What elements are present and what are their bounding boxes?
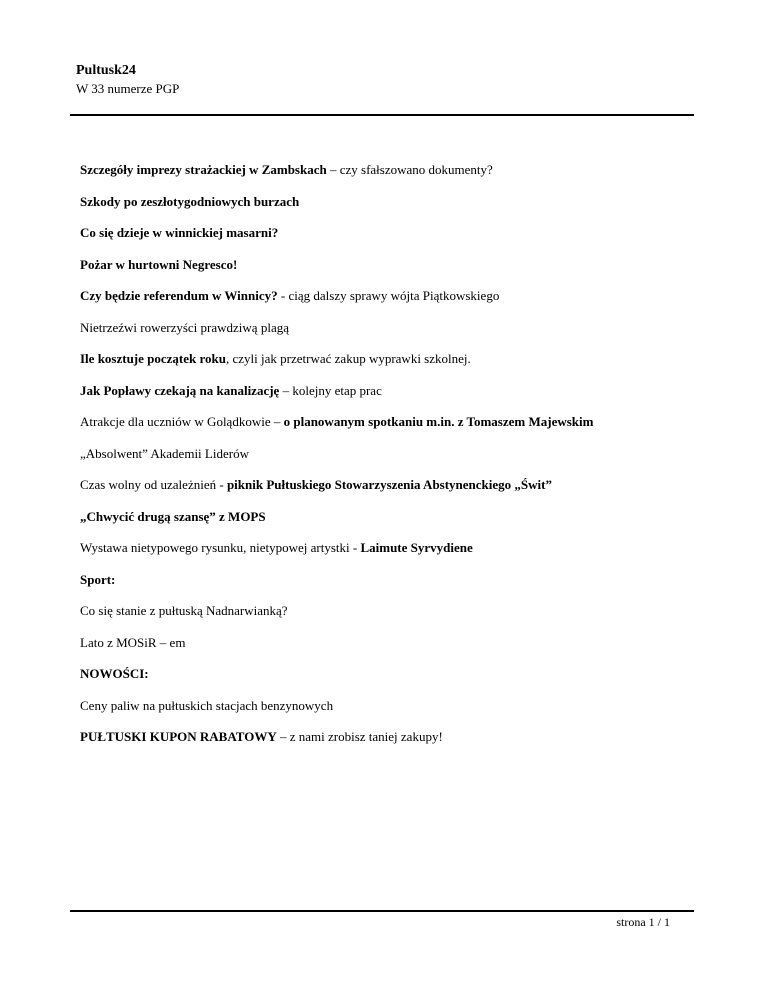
- list-item: [80, 446, 680, 462]
- page-subtitle: W 33 numerze PGP: [76, 81, 180, 96]
- item-text-bold: Sport:: [80, 571, 116, 587]
- list-item: [80, 635, 680, 651]
- list-item: [80, 540, 680, 556]
- header-divider: [70, 114, 694, 116]
- footer-divider: [70, 910, 694, 912]
- item-text-bold: Ile kosztuje początek roku: [80, 351, 227, 366]
- item-text-bold: Jak Popławy czekają na kanalizację: [80, 382, 280, 398]
- item-text-bold: PUŁTUSKI KUPON RABATOWY: [80, 729, 277, 744]
- item-text: Co się stanie z pułtuską Nadnarwianką?: [80, 603, 288, 618]
- item-text-bold: Szkody po zeszłotygodniowych burzach: [80, 193, 300, 209]
- page-title: Pultusk24: [76, 63, 136, 78]
- list-item: [80, 257, 680, 273]
- item-text-bold: Czy będzie referendum w Winnicy?: [80, 288, 278, 303]
- item-text: – czy sfałszowano dokumenty?: [326, 162, 493, 177]
- list-item: [80, 603, 680, 619]
- item-text: Czas wolny od uzależnień -: [80, 477, 227, 492]
- list-item: [80, 414, 680, 430]
- item-text: „Absolwent” Akademii Liderów: [80, 445, 249, 461]
- list-item: [80, 194, 680, 210]
- list-item: [80, 572, 680, 588]
- item-text: Atrakcje dla uczniów w Golądkowie –: [80, 414, 284, 429]
- list-item: [80, 729, 680, 745]
- item-text: – z nami zrobisz taniej zakupy!: [276, 729, 443, 744]
- item-text: - ciąg dalszy sprawy wójta Piątkowskiego: [277, 288, 500, 303]
- item-text-bold: Laimute Syrvydiene: [360, 540, 473, 555]
- item-text-bold: Szczegóły imprezy strażackiej w Zambskach: [80, 162, 327, 177]
- page-number: strona 1 / 1: [616, 915, 670, 929]
- item-text: – kolejny etap prac: [279, 382, 382, 398]
- item-text: Ceny paliw na pułtuskich stacjach benzynowych: [80, 697, 334, 713]
- article-list: [80, 162, 680, 761]
- item-text: Wystawa nietypowego rysunku, nietypowej artystki -: [80, 540, 361, 555]
- list-item: [80, 477, 680, 493]
- item-text: Nietrzeźwi rowerzyści prawdziwą plagą: [80, 319, 289, 335]
- item-text-bold: o planowanym spotkaniu m.in. z Tomaszem Majewskim: [283, 414, 594, 429]
- item-text-bold: Pożar w hurtowni Negresco!: [80, 256, 238, 272]
- list-item: [80, 288, 680, 304]
- list-item: [80, 225, 680, 241]
- item-text-bold: „Chwycić drugą szansę” z MOPS: [80, 508, 266, 524]
- list-item: [80, 162, 680, 178]
- item-text-bold: Co się dzieje w winnickiej masarni?: [80, 225, 279, 240]
- list-item: [80, 698, 680, 714]
- item-text: Lato z MOSiR – em: [80, 634, 186, 650]
- list-item: [80, 320, 680, 336]
- list-item: [80, 351, 680, 367]
- list-item: [80, 666, 680, 682]
- list-item: [80, 383, 680, 399]
- item-text-bold: piknik Pułtuskiego Stowarzyszenia Abstynenckiego „Świt”: [226, 477, 552, 492]
- item-text-bold: NOWOŚCI:: [80, 666, 149, 681]
- item-text: , czyli jak przetrwać zakup wyprawki szkolnej.: [226, 351, 471, 366]
- list-item: [80, 509, 680, 525]
